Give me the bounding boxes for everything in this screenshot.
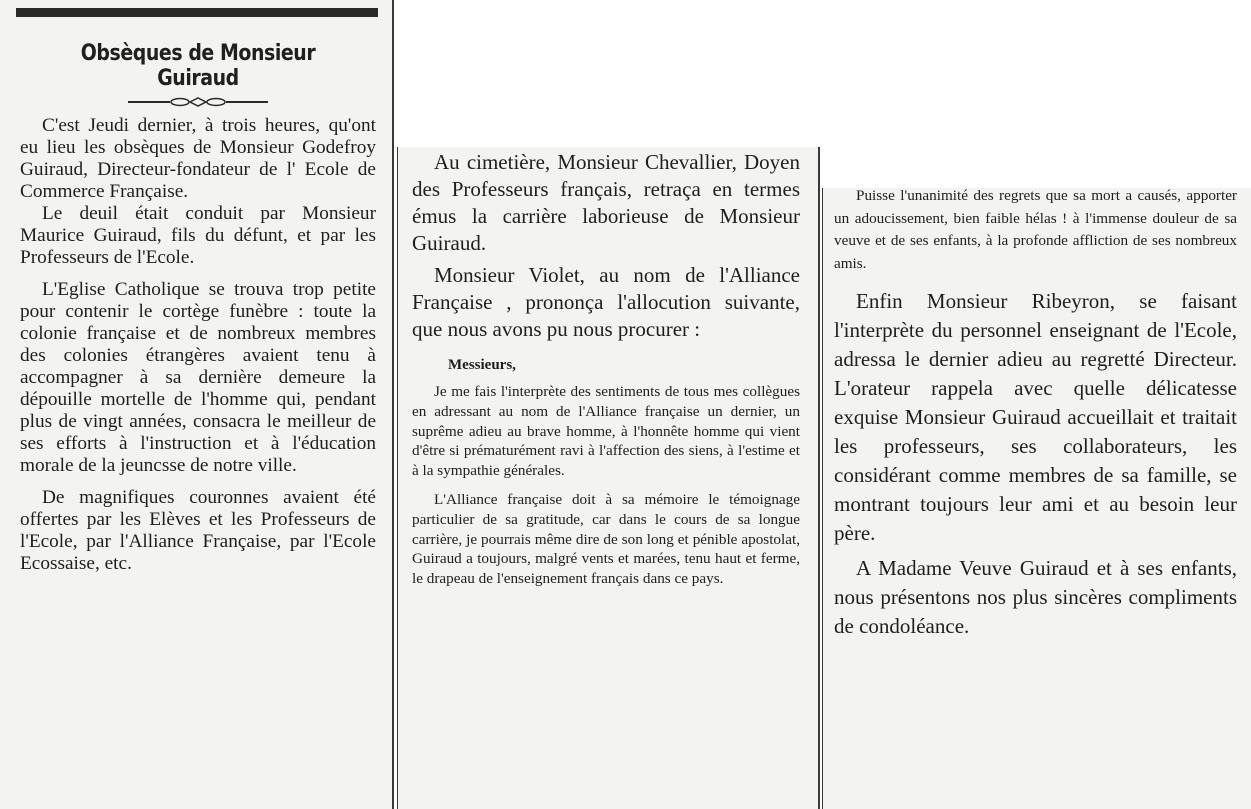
ornament-divider [128, 97, 268, 107]
speech-paragraph: Puisse l'unanimité des regrets que sa mort a causés, apporter un adoucissement, bien faible hélas ! à l'immense douleur de sa veuve et de ses enfants, à la profonde affliction de ses nombreux amis. [834, 188, 1237, 272]
article-column-3 [822, 188, 1251, 809]
article-column-1 [0, 0, 394, 809]
article-title: Obsèques de Monsieur Guiraud [80, 41, 316, 91]
paragraph: Monsieur Violet, au nom de l'Alliance Française , prononça l'allocution suivante, que nous avons pu nous procurer : [412, 263, 800, 341]
speech-salutation: Messieurs, [448, 357, 516, 373]
paragraph: Enfin Monsieur Ribeyron, se faisant l'interprète du personnel enseignant de l'Ecole, adressa le dernier adieu au regretté Directeur. L'orateur rappela avec quelle délicatesse exquise Monsieur Guiraud accueillait et traitait les professeurs, ses collaborateurs, les considérant comme membres de sa famille, se montrant toujours leur ami et au besoin leur père. [834, 289, 1237, 545]
speech-paragraph: L'Alliance française doit à sa mémoire le témoignage particulier de sa gratitude, car dans le cours de sa longue carrière, je pourrais même dire de son long et pénible apostolat, Guiraud a toujours, malgré vents et marées, tenu haut et ferme, le drapeau de l'enseignement français dans ce pays. [412, 490, 800, 588]
paragraph: C'est Jeudi dernier, à trois heures, qu'ont eu lieu les obsèques de Monsieur Godefroy Guiraud, Directeur-fondateur de l' Ecole de Commerce Française. [20, 115, 376, 202]
paragraph: Au cimetière, Monsieur Chevallier, Doyen des Professeurs français, retraça en termes émus la carrière laborieuse de Monsieur Guiraud. [412, 150, 800, 255]
article-column-2 [397, 147, 820, 809]
paragraph: De magnifiques couronnes avaient été offertes par les Elèves et les Professeurs de l'Ecole, par l'Alliance Française, par l'Ecole Ecossaise, etc. [20, 487, 376, 574]
header-rule [16, 8, 378, 17]
speech-paragraph: Je me fais l'interprète des sentiments de tous mes collègues en adressant au nom de l'Alliance française un dernier, un suprême adieu au brave homme, à l'honnête homme qui vient d'être si prématurément ravi à l'affection des siens, à l'estime et à la sympathie générales. [412, 383, 800, 480]
paragraph: L'Eglise Catholique se trouva trop petite pour contenir le cortège funèbre : toute la colonie française et de nombreux membres des colonies étrangères avaient tenu à accompagner à sa dernière demeure la dépouille mortelle de l'homme qui, pendant plus de vingt années, consacra le meilleur de ses efforts à l'instruction et à l'éducation morale de la jeuncsse de notre ville. [20, 279, 376, 476]
paragraph: Le deuil était conduit par Monsieur Maurice Guiraud, fils du défunt, et par les Professeurs de l'Ecole. [20, 203, 376, 268]
paragraph: A Madame Veuve Guiraud et à ses enfants, nous présentons nos plus sincères compliments de condoléance. [834, 556, 1237, 638]
